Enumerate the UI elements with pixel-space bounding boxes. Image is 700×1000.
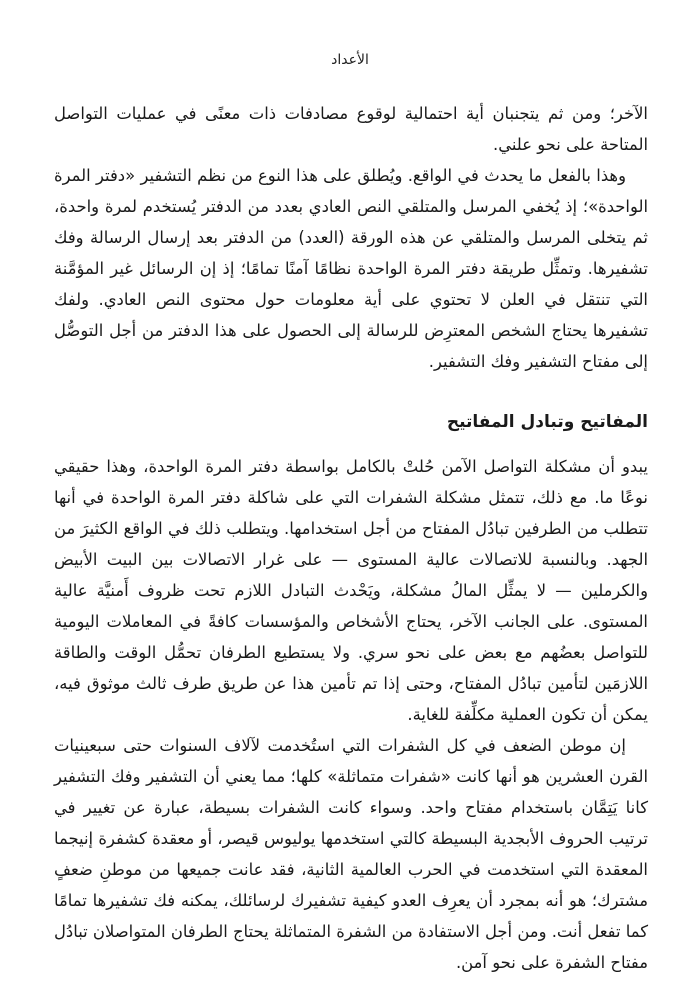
paragraph: إن موطن الضعف في كل الشفرات التي استُخدمت لآلاف السنوات حتى سبعينيات القرن العشرين هو أنها كانت «شفرات متماثلة» كلها؛ مما يعني أن التشفير وفك التشفير كانا يَتِمَّان باستخدام مفتاح واحد. وسواء كانت الشفرات بسيطة، عبارة عن تغيير في ترتيب الحروف الأبجدية البسيطة كالتي استخدمها يوليوس قيصر، أو معقدة كشفرة إنيجما المعقدة التي استخدمت في الحرب العالمية الثانية، فقد عانت جميعها من موطنِ ضعفٍ مشترك؛ هو أنه بمجرد أن يعرِف العدو كيفية تشفيرك لرسائلك، يمكنه فك تشفيرها تمامًا كما تفعل أنت. ومن أجل الاستفادة من الشفرة المتماثلة يحتاج الطرفان المتواصلان تبادُل مفتاح الشفرة على نحو آمن. [54, 736, 648, 972]
section-heading: المفاتيح وتبادل المفاتيح [446, 412, 648, 432]
paragraph: وهذا بالفعل ما يحدث في الواقع. ويُطلق على هذا النوع من نظم التشفير «دفتر المرة الواحدة»؛ إذ يُخفي المرسل والمتلقي النص العادي بعدد من الدفتر يُستخدم لمرة واحدة، ثم يتخلى المرسل والمتلقي عن هذه الورقة (العدد) من الدفتر بعد إرسال الرسالة وفك تشفيرها. وتمثِّل طريقة دفتر المرة الواحدة نظامًا آمنًا تمامًا؛ إذ إن الرسائل غير المؤمَّنة التي تنتقل في العلن لا تحتوي على أية معلومات حول محتوى النص العادي. ولفك تشفيرها يحتاج الشخص المعترِض للرسالة إلى الحصول على هذا الدفتر من أجل التوصُّل إلى مفتاح التشفير وفك التشفير. [54, 166, 648, 371]
page-content [54, 98, 648, 978]
paragraph: يبدو أن مشكلة التواصل الآمن حُلتْ بالكامل بواسطة دفتر المرة الواحدة، وهذا حقيقي نوعًا ما. مع ذلك، تتمثل مشكلة الشفرات التي على شاكلة دفتر المرة الواحدة في أنها تتطلب من الطرفين تبادُل المفتاح من أجل استخدامها. ويتطلب ذلك في الواقع الكثيرَ من الجهد. وبالنسبة للاتصالات عالية المستوى — على غرار الاتصالات بين البيت الأبيض والكرملين — لا يمثِّل المالُ مشكلة، ويَحْدث التبادل اللازم تحت ظروف أَمنيَّة عالية المستوى. على الجانب الآخر، يحتاج الأشخاص والمؤسسات كافةً في المعاملات اليومية للتواصل بعضُهم مع بعض على نحو سري. ولا يستطيع الطرفان تحمُّل الوقت والطاقة اللازمَين لتأمين تبادُل المفتاح، وحتى إذا تم تأمين هذا عن طريق طرف ثالث موثوق فيه، يمكن أن تكون العملية مكلِّفة للغاية. [54, 457, 648, 724]
running-header: الأعداد [331, 52, 369, 68]
paragraph: الآخر؛ ومن ثم يتجنبان أية احتمالية لوقوع مصادفات ذات معنًى في عمليات التواصل المتاحة على نحو علني. [54, 104, 648, 154]
